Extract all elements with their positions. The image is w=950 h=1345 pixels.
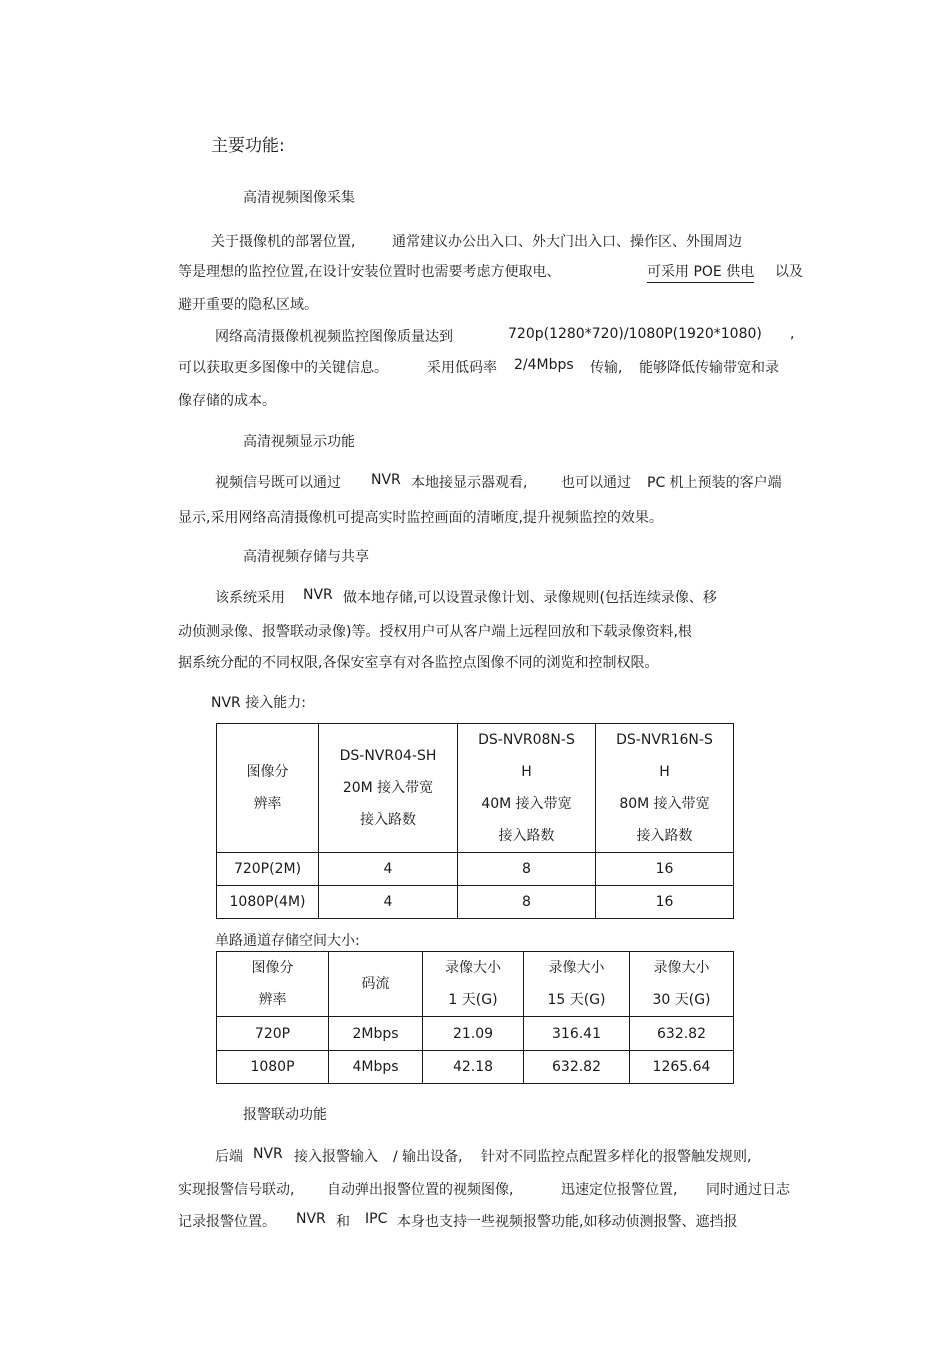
nvr-table-caption: NVR 接入能力: — [211, 695, 306, 711]
table-cell: 720P — [217, 1017, 329, 1051]
display-text: PC 机上预装的客户端 — [647, 475, 782, 491]
table-cell: 8 — [458, 853, 596, 886]
storage-text: 据系统分配的不同权限,各保安室享有对各监控点图像不同的浏览和控制权限。 — [178, 655, 659, 671]
alarm-text: 自动弹出报警位置的视频图像, — [327, 1182, 514, 1198]
table-cell: 1265.64 — [630, 1051, 734, 1084]
alarm-text: NVR — [296, 1211, 326, 1227]
capture-p1-text: 通常建议办公出入口、外大门出入口、操作区、外围周边 — [392, 234, 742, 250]
capture-p2-text: 可以获取更多图像中的关键信息。 — [178, 360, 388, 376]
capture-p1-text: 等是理想的监控位置,在设计安装位置时也需要考虑方便取电、 — [178, 264, 561, 280]
nvr-capacity-table — [216, 723, 734, 919]
alarm-heading: 报警联动功能 — [243, 1107, 327, 1123]
table-cell: 4 — [319, 853, 458, 886]
alarm-text: NVR — [253, 1146, 283, 1162]
table-row — [217, 886, 734, 919]
table-cell: 8 — [458, 886, 596, 919]
table-cell: 1080P — [217, 1051, 329, 1084]
table-cell: 16 — [596, 886, 734, 919]
alarm-text: IPC — [365, 1211, 388, 1227]
section-title: 主要功能: — [211, 136, 285, 156]
table-cell: 632.82 — [524, 1051, 630, 1084]
table-cell: 632.82 — [630, 1017, 734, 1051]
table-header-cell: 码流 — [329, 952, 423, 1017]
capture-p2-text: 网络高清摄像机视频监控图像质量达到 — [215, 329, 453, 345]
capture-p2-text: 传输, — [590, 360, 623, 376]
capture-p2-text: 采用低码率 — [427, 360, 497, 376]
table-cell: 316.41 — [524, 1017, 630, 1051]
display-text: 本地接显示器观看, — [411, 475, 528, 491]
table-cell: 21.09 — [423, 1017, 524, 1051]
table-cell: 42.18 — [423, 1051, 524, 1084]
display-text: 显示,采用网络高清摄像机可提高实时监控画面的清晰度,提升视频监控的效果。 — [178, 510, 663, 526]
capture-heading: 高清视频图像采集 — [243, 190, 355, 206]
alarm-text: 本身也支持一些视频报警功能,如移动侦测报警、遮挡报 — [397, 1214, 738, 1230]
alarm-text: 记录报警位置。 — [178, 1214, 276, 1230]
display-text: 也可以通过 — [561, 475, 631, 491]
table-header-cell: 录像大小 15 天(G) — [524, 952, 630, 1017]
table-cell: 2Mbps — [329, 1017, 423, 1051]
alarm-text: 后端 — [215, 1149, 243, 1165]
table-header-cell: DS-NVR04-SH 20M 接入带宽 接入路数 — [319, 724, 458, 853]
table-header-cell: DS-NVR08N-S H 40M 接入带宽 接入路数 — [458, 724, 596, 853]
capture-p1-text: 以及 — [775, 264, 803, 280]
alarm-text: 迅速定位报警位置, — [561, 1182, 678, 1198]
table-cell: 16 — [596, 853, 734, 886]
storage-text: NVR — [303, 587, 333, 603]
table-cell: 1080P(4M) — [217, 886, 319, 919]
capture-p1-text: 避开重要的隐私区域。 — [178, 297, 318, 313]
storage-text: 该系统采用 — [215, 590, 285, 606]
poe-underlined-text: 可采用 POE 供电 — [647, 261, 754, 283]
table-cell: 4Mbps — [329, 1051, 423, 1084]
display-text: 视频信号既可以通过 — [215, 475, 341, 491]
storage-heading: 高清视频存储与共享 — [243, 549, 369, 565]
alarm-text: 和 — [336, 1214, 350, 1230]
display-heading: 高清视频显示功能 — [243, 434, 355, 450]
table-cell: 720P(2M) — [217, 853, 319, 886]
table-cell: 4 — [319, 886, 458, 919]
storage-text: 动侦测录像、报警联动录像)等。授权用户可从客户端上远程回放和下载录像资料,根 — [178, 624, 692, 640]
alarm-text: 同时通过日志 — [706, 1182, 790, 1198]
table-row — [217, 853, 734, 886]
table-header-cell: 录像大小 30 天(G) — [630, 952, 734, 1017]
table-row — [217, 1017, 734, 1051]
display-text: NVR — [371, 472, 401, 488]
capture-p2-text: 像存储的成本。 — [178, 393, 276, 409]
alarm-text: 针对不同监控点配置多样化的报警触发规则, — [481, 1149, 752, 1165]
capture-p2-text: 能够降低传输带宽和录 — [639, 360, 779, 376]
capture-p2-text: , — [790, 326, 795, 342]
table-row — [217, 1051, 734, 1084]
storage-space-table — [216, 951, 734, 1084]
bitrate-text: 2/4Mbps — [514, 357, 574, 373]
table-header-cell: 录像大小 1 天(G) — [423, 952, 524, 1017]
alarm-text: 实现报警信号联动, — [178, 1182, 295, 1198]
table-header-cell: 图像分 辨率 — [217, 952, 329, 1017]
capture-p1-text: 关于摄像机的部署位置, — [211, 234, 356, 250]
resolution-text: 720p(1280*720)/1080P(1920*1080) — [508, 326, 762, 342]
table-header-cell: 图像分 辨率 — [217, 724, 319, 853]
space-table-caption: 单路通道存储空间大小: — [215, 933, 360, 949]
alarm-text: 接入报警输入 — [294, 1149, 378, 1165]
alarm-text: / 输出设备, — [393, 1149, 463, 1165]
storage-text: 做本地存储,可以设置录像计划、录像规则(包括连续录像、移 — [343, 590, 717, 606]
table-header-cell: DS-NVR16N-S H 80M 接入带宽 接入路数 — [596, 724, 734, 853]
